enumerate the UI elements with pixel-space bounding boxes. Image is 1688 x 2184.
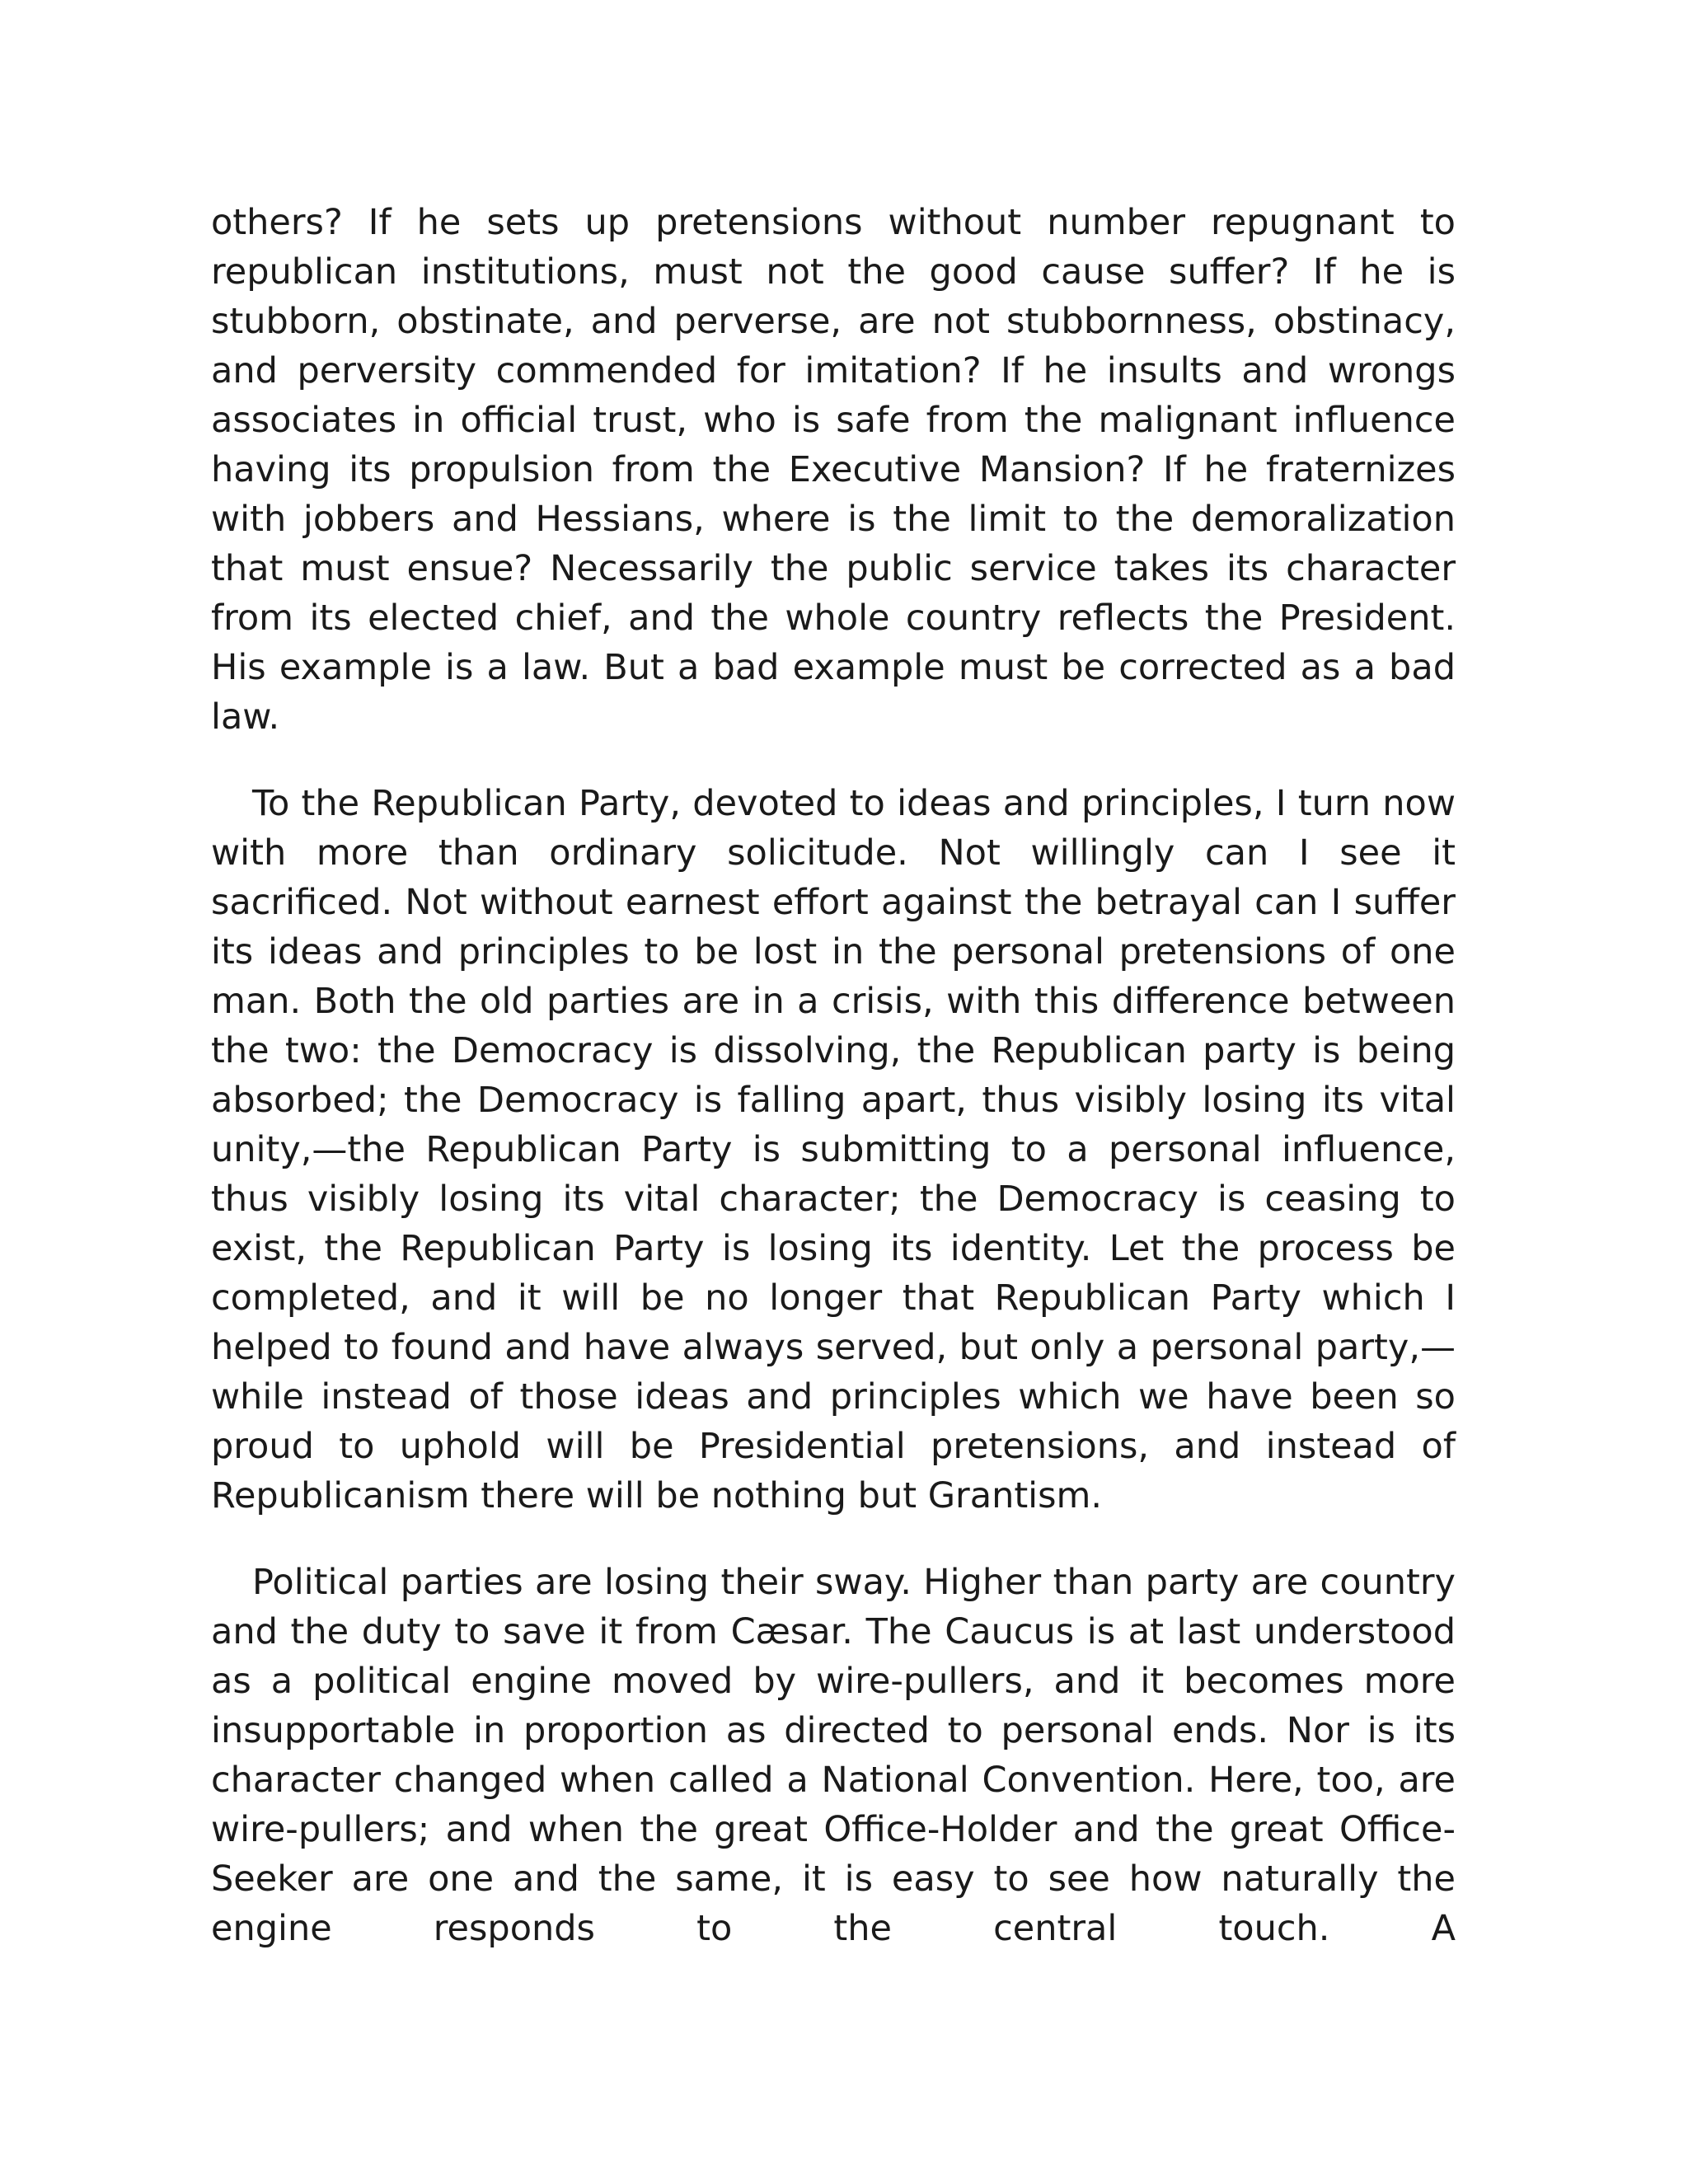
paragraph-3: Political parties are losing their sway. Higher than party are country and the duty to save it from Cæsar. The Caucus is at last understood as a political engine moved by wire-pullers, and it becomes more insupportable in proportion as directed to personal ends. Nor is its character changed when called a National Convention. Here, too, are wire-pullers; and when the great Office-Holder and the great Office-Seeker are one and the same, it is easy to see how naturally the engine responds to the central touch. A <box>211 1562 1456 1949</box>
paragraph-1: others? If he sets up pretensions without number repugnant to republican institutions, must not the good cause suffer? If he is stubborn, obstinate, and perverse, are not stubbornness, obstinacy, and perversity commended for imitation? If he insults and wrongs associates in official trust, who is safe from the malignant influence having its propulsion from the Executive Mansion? If he fraternizes with jobbers and Hessians, where is the limit to the demoralization that must ensue? Necessarily the public service takes its character from its elected chief, and the whole country reflects the President. His example is a law. But a bad example must be corrected as a bad law. <box>211 202 1456 738</box>
document-page <box>211 198 1456 1953</box>
paragraph-2: To the Republican Party, devoted to ideas and principles, I turn now with more than ordinary solicitude. Not willingly can I see it sacrificed. Not without earnest effort against the betrayal can I suffer its ideas and principles to be lost in the personal pretensions of one man. Both the old parties are in a crisis, with this difference between the two: the Democracy is dissolving, the Republican party is being absorbed; the Democracy is falling apart, thus visibly losing its vital unity,—the Republican Party is submitting to a personal influence, thus visibly losing its vital character; the Democracy is ceasing to exist, the Republican Party is losing its identity. Let the process be completed, and it will be no longer that Republican Party which I helped to found and have always served, but only a personal party,—while instead of those ideas and principles which we have been so proud to uphold will be Presidential pretensions, and instead of Republicanism there will be nothing but Grantism. <box>211 783 1456 1516</box>
